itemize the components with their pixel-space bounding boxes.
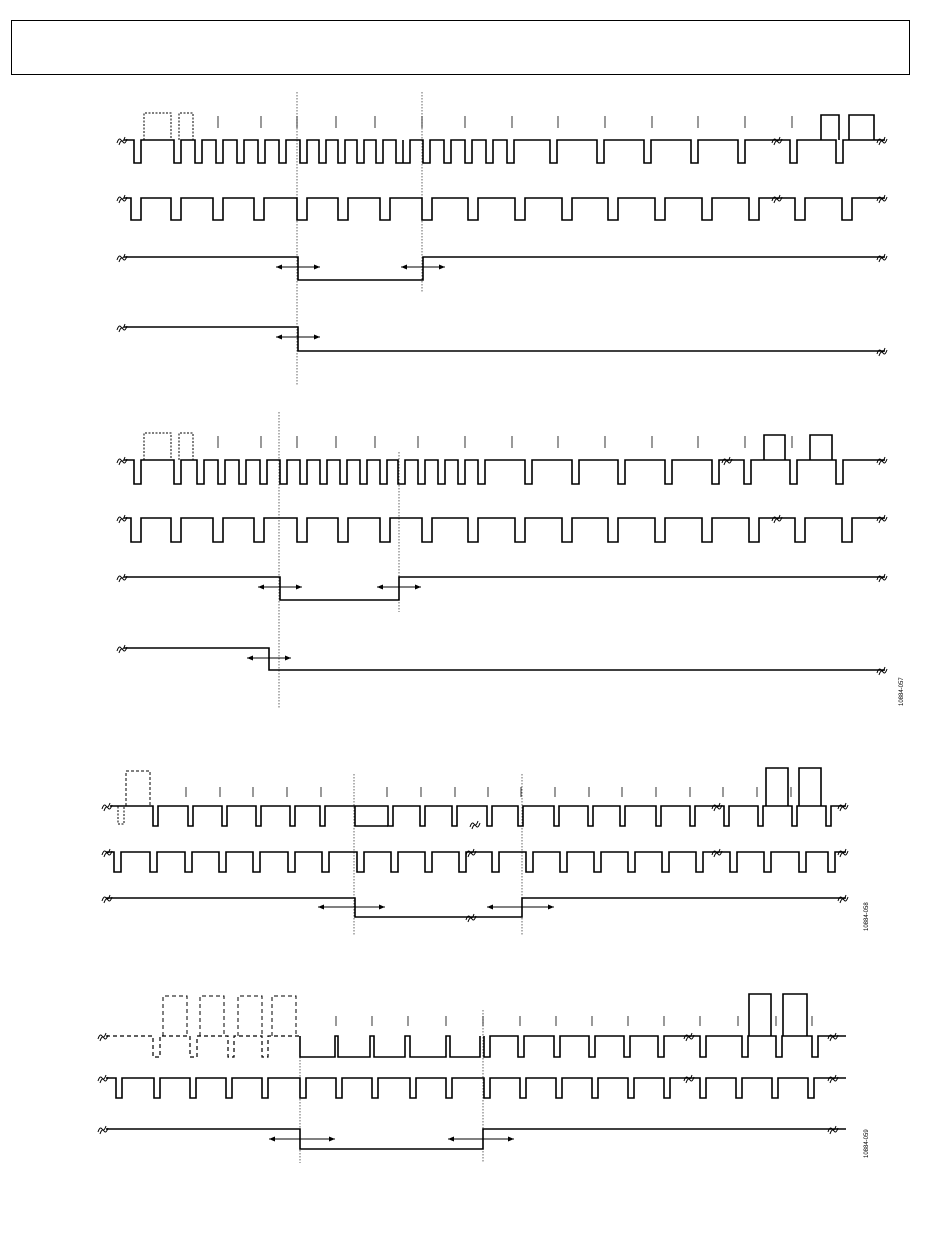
arrow-a1-head-l [276,265,282,270]
clk1-b-pulse-1 [764,435,785,460]
brk-c6 [838,849,848,857]
brk-c8 [712,849,722,857]
brk-b6 [772,515,782,523]
arrow-a3-head-r [314,335,320,340]
brk-a2 [877,137,887,145]
brk-c5 [102,849,112,857]
brk-b7 [117,574,127,582]
brk-a9 [117,324,127,332]
figure-id-058: 10884-058 [864,902,870,931]
brk-b2 [877,457,887,465]
clk1-d-dashed [106,1036,300,1057]
brk-d7 [98,1126,108,1134]
brk-a5 [877,195,887,203]
clk1-c-dash [126,771,150,806]
brk-b4 [117,515,127,523]
clk1-b-dash-1 [144,433,171,460]
sig3-b [124,577,885,600]
arrow-d1-head-r [329,1137,335,1142]
clk1-d-dash-1 [163,996,187,1036]
arrow-c2-head-l [487,905,493,910]
clk2-b [124,518,885,542]
arrow-c2-head-r [548,905,554,910]
arrow-d2-head-l [448,1137,454,1142]
arrow-d1-head-l [269,1137,275,1142]
brk-b5 [877,515,887,523]
arrow-c1-head-l [318,905,324,910]
clk2-d [106,1078,846,1098]
arrow-d2-head-r [508,1137,514,1142]
figure-id-057: 10884-057 [899,677,905,706]
clk1-c [110,806,846,826]
clk1-b [124,460,885,484]
brk-d4 [98,1075,108,1083]
brk-c1 [102,803,112,811]
clk1-a-pulse-2 [849,115,874,140]
brk-b10 [877,667,887,675]
clk1-a-pulse-1 [821,115,839,140]
brk-d1 [98,1033,108,1041]
arrow-b2-head-r [415,585,421,590]
clk1-a-dash-1 [144,113,171,140]
arrow-a3-head-l [276,335,282,340]
clk1-a-dash-2 [179,113,193,140]
brk-a1 [117,137,127,145]
clk1-d-pulse-2 [783,994,807,1036]
clk1-d-pulse-1 [749,994,771,1036]
arrow-b2-head-l [377,585,383,590]
clk1-d-dash-4 [272,996,296,1036]
brk-a3 [772,137,782,145]
tick-marks [186,116,812,1026]
arrow-a2-head-l [401,265,407,270]
brk-a10 [877,348,887,356]
clk1-d-mid [300,1036,480,1057]
brk-d8 [828,1126,838,1134]
guide-lines [279,92,522,1163]
arrow-b3-head-l [247,656,253,661]
brk-c2 [838,803,848,811]
timing-arrows [247,265,554,1142]
clk1-c-pulse-2 [799,768,821,806]
brk-c3 [470,821,480,829]
arrow-b1-head-l [258,585,264,590]
clk1-c-dash-small [118,806,124,824]
brk-a7 [117,254,127,262]
brk-b9 [117,645,127,653]
clk2-c [106,852,846,872]
arrow-c1-head-r [379,905,385,910]
arrow-a1-head-r [314,265,320,270]
arrow-a2-head-r [439,265,445,270]
brk-d3 [684,1033,694,1041]
clk1-d-dash-3 [238,996,262,1036]
sig3-c [106,898,846,917]
clk1-c-pulse-1 [766,768,788,806]
waveforms [106,113,885,1149]
brk-d5 [828,1075,838,1083]
brk-b3 [722,457,732,465]
brk-c11 [466,914,476,922]
brk-c9 [102,895,112,903]
brk-b8 [877,574,887,582]
clk1-a [124,140,885,163]
clk1-d-end [484,1036,846,1057]
brk-c10 [838,895,848,903]
brk-a6 [772,195,782,203]
brk-d6 [684,1075,694,1083]
brk-a4 [117,195,127,203]
arrow-b3-head-r [285,656,291,661]
clk1-d-dash-2 [200,996,224,1036]
brk-a8 [877,254,887,262]
clk1-b-dash-2 [179,433,193,460]
figure-id-059: 10884-059 [864,1129,870,1158]
brk-b1 [117,457,127,465]
break-symbols [98,137,887,1134]
sig4-a [124,327,885,351]
arrow-b1-head-r [296,585,302,590]
sig3-a [124,257,885,280]
brk-c7 [466,849,476,857]
brk-d2 [828,1033,838,1041]
clk1-c-low [355,806,388,826]
clk1-b-pulse-2 [810,435,832,460]
sig4-b [124,648,885,670]
brk-c4 [712,803,722,811]
clk2-a [124,198,885,220]
